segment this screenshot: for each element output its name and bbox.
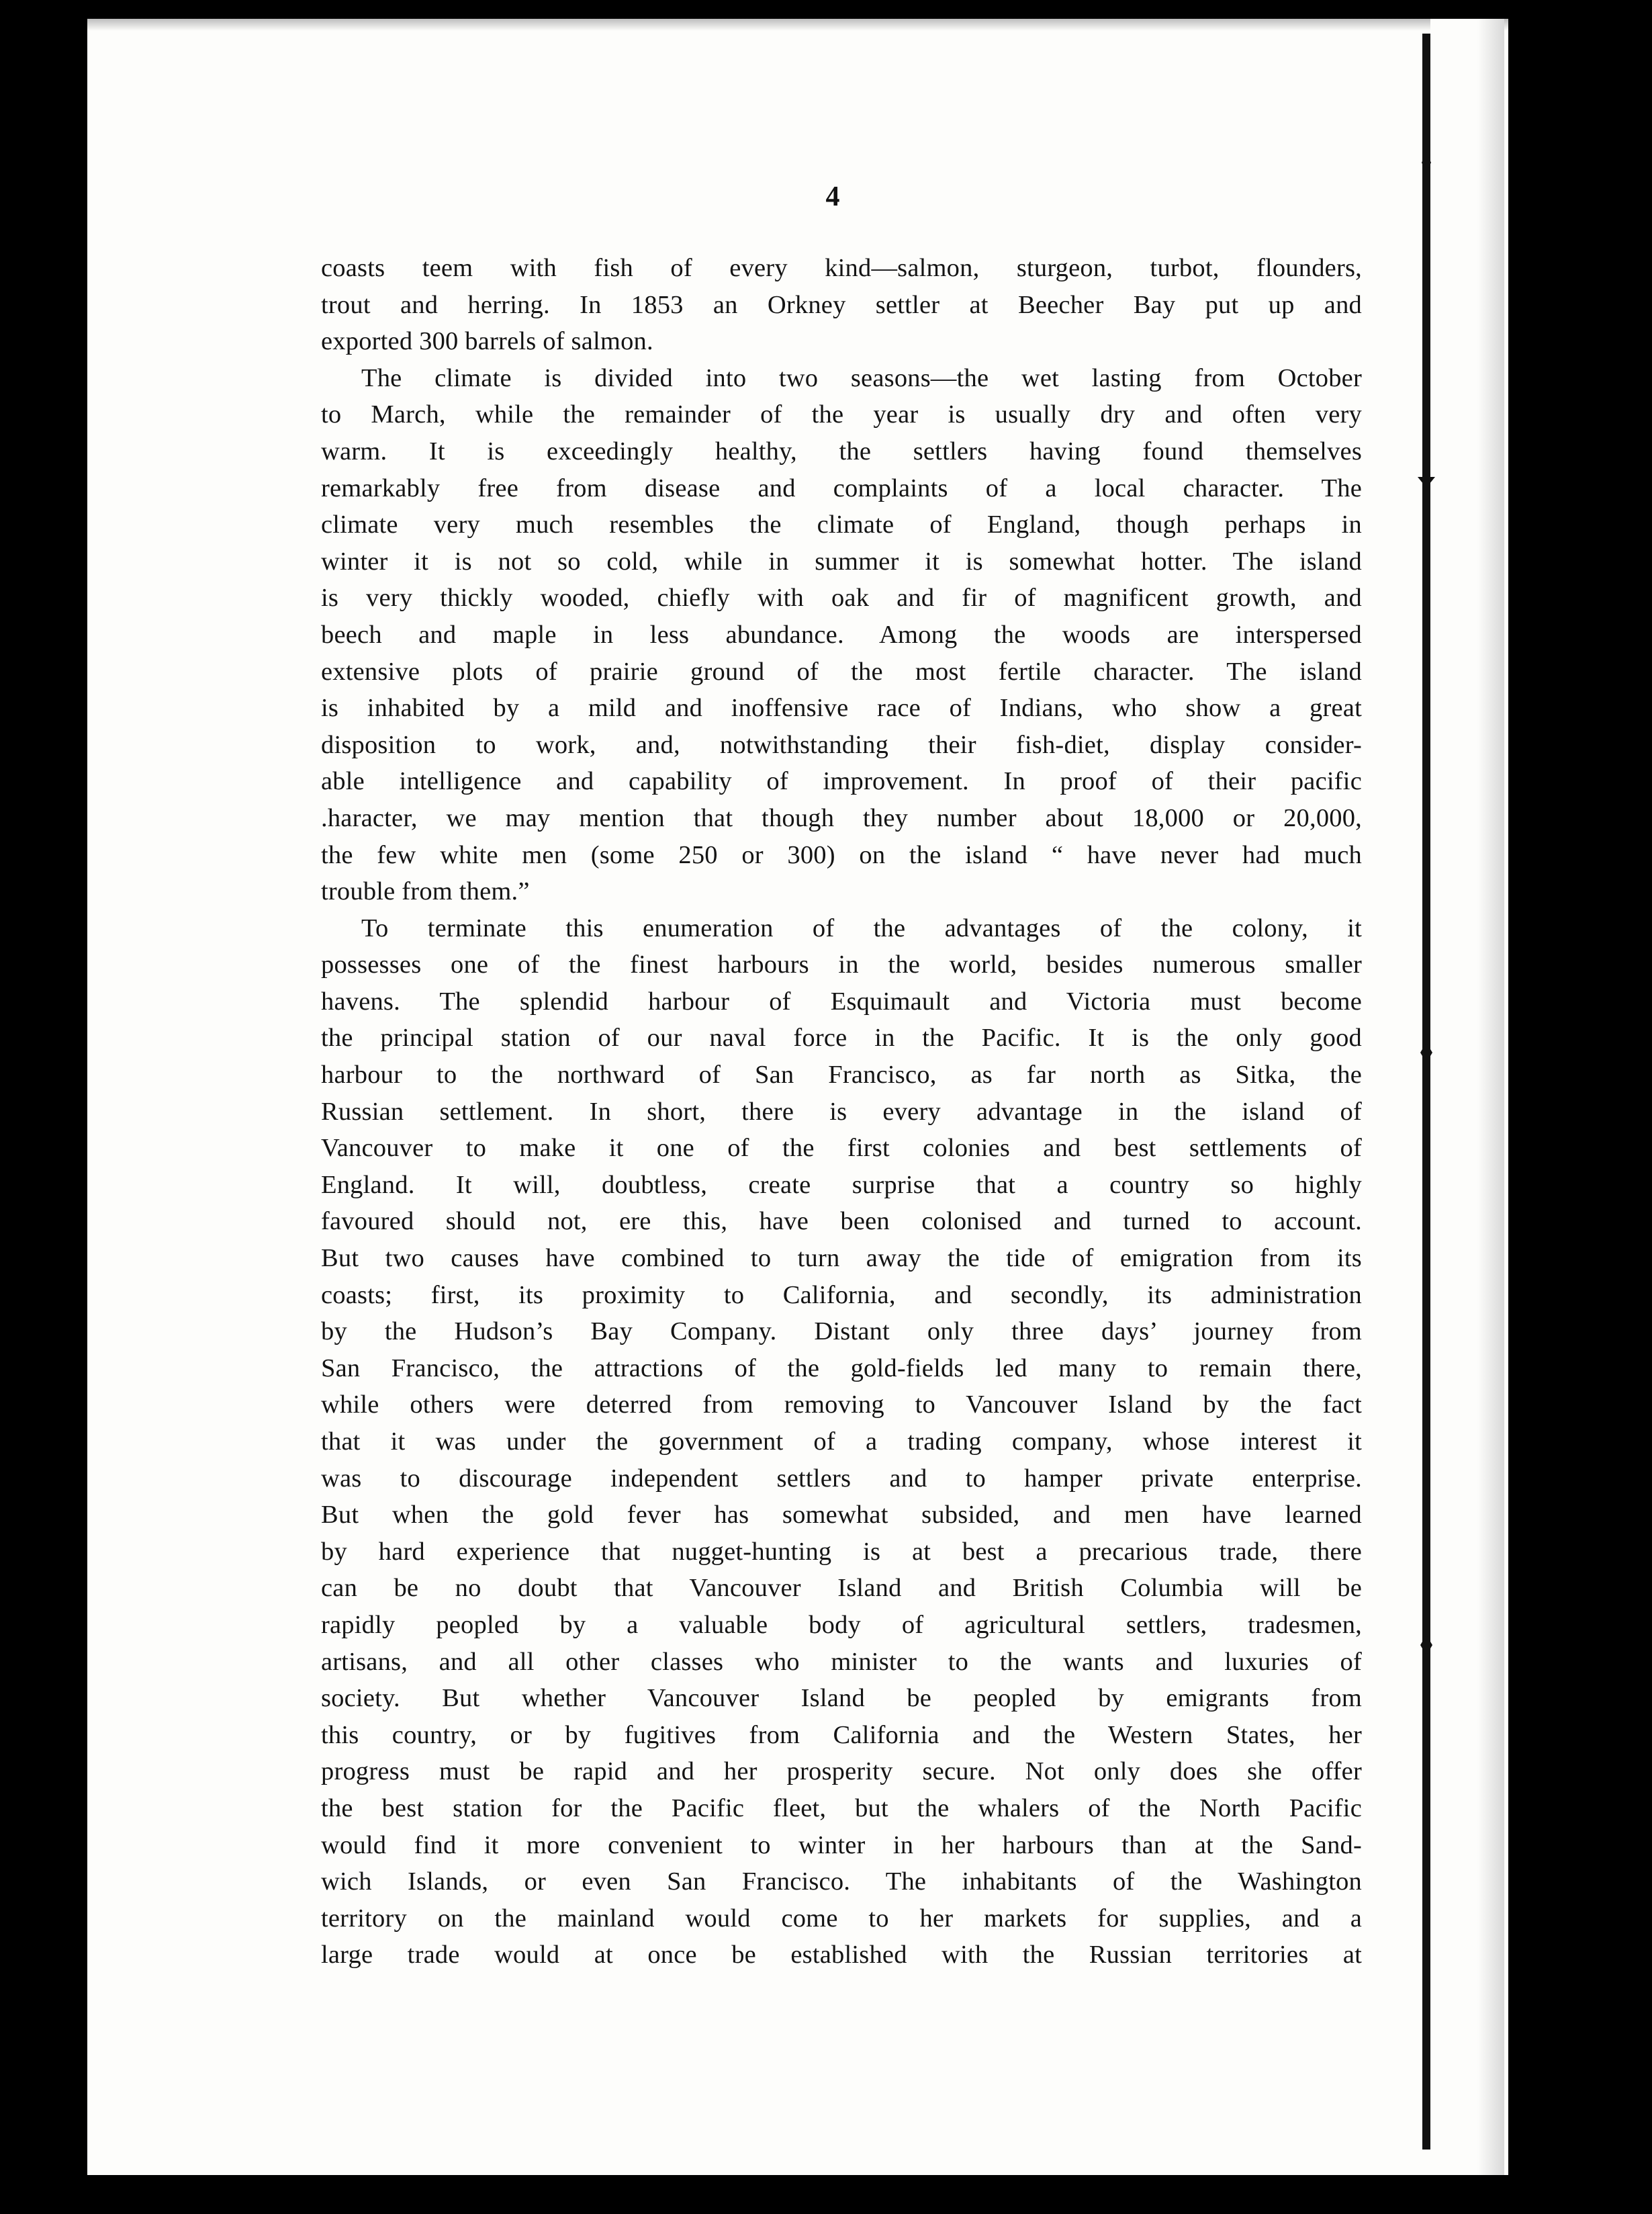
text-line: while others were deterred from removing to Vancouver Island by the fact [321, 1390, 1362, 1419]
page-number: 4 [825, 181, 840, 212]
text-line: society. But whether Vancouver Island be peopled by emigrants from [321, 1684, 1362, 1713]
text-line: disposition to work, and, notwithstanding their fish-diet, display consider- [321, 730, 1362, 759]
text-line: .haracter, we may mention that though they number about 18,000 or 20,000, [321, 803, 1362, 832]
page-top-edge [87, 19, 1508, 31]
text-line: Russian settlement. In short, there is every advantage in the island of [321, 1097, 1362, 1126]
paragraph [321, 360, 1362, 910]
text-line: trouble from them.” [321, 877, 530, 906]
text-line: extensive plots of prairie ground of the most fertile character. The island [321, 657, 1362, 686]
text-line: is very thickly wooded, chiefly with oak and fir of magnificent growth, and [321, 584, 1362, 613]
text-line: To terminate this enumeration of the advantages of the colony, it [361, 914, 1362, 942]
text-line: able intelligence and capability of improvement. In proof of their pacific [321, 767, 1362, 796]
text-line: trout and herring. In 1853 an Orkney settler at Beecher Bay put up and [321, 290, 1362, 319]
binding-mark-icon [1415, 470, 1438, 493]
text-line: warm. It is exceedingly healthy, the settlers having found themselves [321, 437, 1362, 466]
binding-mark-icon [1415, 151, 1438, 174]
text-line: remarkably free from disease and complaints of a local character. The [321, 474, 1362, 502]
text-line: harbour to the northward of San Francisco, as far north as Sitka, the [321, 1061, 1362, 1090]
text-line: possesses one of the finest harbours in the world, besides numerous smaller [321, 950, 1362, 979]
text-line: the few white men (some 250 or 300) on the island “ have never had much [321, 840, 1362, 869]
binding-mark-icon [1415, 1041, 1438, 1064]
text-line: The climate is divided into two seasons—the wet lasting from October [361, 363, 1362, 392]
text-line: climate very much resembles the climate of England, though perhaps in [321, 511, 1362, 539]
text-line: to March, while the remainder of the year is usually dry and often very [321, 400, 1362, 429]
text-line: beech and maple in less abundance. Among the woods are interspersed [321, 620, 1362, 649]
text-line: England. It will, doubtless, create surprise that a country so highly [321, 1170, 1362, 1199]
text-line: is inhabited by a mild and inoffensive race of Indians, who show a great [321, 694, 1362, 723]
text-line: exported 300 barrels of salmon. [321, 327, 653, 356]
paragraph [321, 910, 1362, 1974]
text-line: that it was under the government of a trading company, whose interest it [321, 1427, 1362, 1456]
text-line: Vancouver to make it one of the first colonies and best settlements of [321, 1134, 1362, 1163]
text-line: was to discourage independent settlers and to hamper private enterprise. [321, 1464, 1362, 1493]
text-line: havens. The splendid harbour of Esquimault and Victoria must become [321, 987, 1362, 1016]
text-line: the principal station of our naval force in the Pacific. It is the only good [321, 1024, 1362, 1053]
text-line: can be no doubt that Vancouver Island and British Columbia will be [321, 1574, 1362, 1603]
text-line: progress must be rapid and her prosperity secure. Not only does she offer [321, 1757, 1362, 1786]
body-text [321, 250, 1362, 1974]
binding-mark-icon [1415, 1634, 1438, 1656]
text-line: large trade would at once be established with the Russian territories at [321, 1941, 1362, 1969]
text-line: San Francisco, the attractions of the gold-fields led many to remain there, [321, 1354, 1362, 1382]
text-line: But two causes have combined to turn away the tide of emigration from its [321, 1244, 1362, 1273]
text-line: artisans, and all other classes who minister to the wants and luxuries of [321, 1647, 1362, 1676]
text-line: favoured should not, ere this, have been colonised and turned to account. [321, 1207, 1362, 1236]
binding-shadow [1477, 19, 1504, 2175]
text-line: coasts; first, its proximity to California, and secondly, its administration [321, 1280, 1362, 1309]
paragraph [321, 250, 1362, 360]
text-line: wich Islands, or even San Francisco. The inhabitants of the Washington [321, 1867, 1362, 1896]
text-line: this country, or by fugitives from California and the Western States, her [321, 1720, 1362, 1749]
text-line: coasts teem with fish of every kind—salmon, sturgeon, turbot, flounders, [321, 254, 1362, 282]
text-line: would find it more convenient to winter in her harbours than at the Sand- [321, 1830, 1362, 1859]
text-line: But when the gold fever has somewhat subsided, and men have learned [321, 1501, 1362, 1530]
text-line: by the Hudson’s Bay Company. Distant only three days’ journey from [321, 1317, 1362, 1346]
text-line: by hard experience that nugget-hunting is at best a precarious trade, there [321, 1537, 1362, 1566]
text-line: the best station for the Pacific fleet, but the whalers of the North Pacific [321, 1794, 1362, 1822]
text-line: winter it is not so cold, while in summer it is somewhat hotter. The island [321, 547, 1362, 576]
text-line: territory on the mainland would come to her markets for supplies, and a [321, 1904, 1362, 1933]
binding-line [1422, 34, 1430, 2150]
text-line: rapidly peopled by a valuable body of agricultural settlers, tradesmen, [321, 1610, 1362, 1639]
